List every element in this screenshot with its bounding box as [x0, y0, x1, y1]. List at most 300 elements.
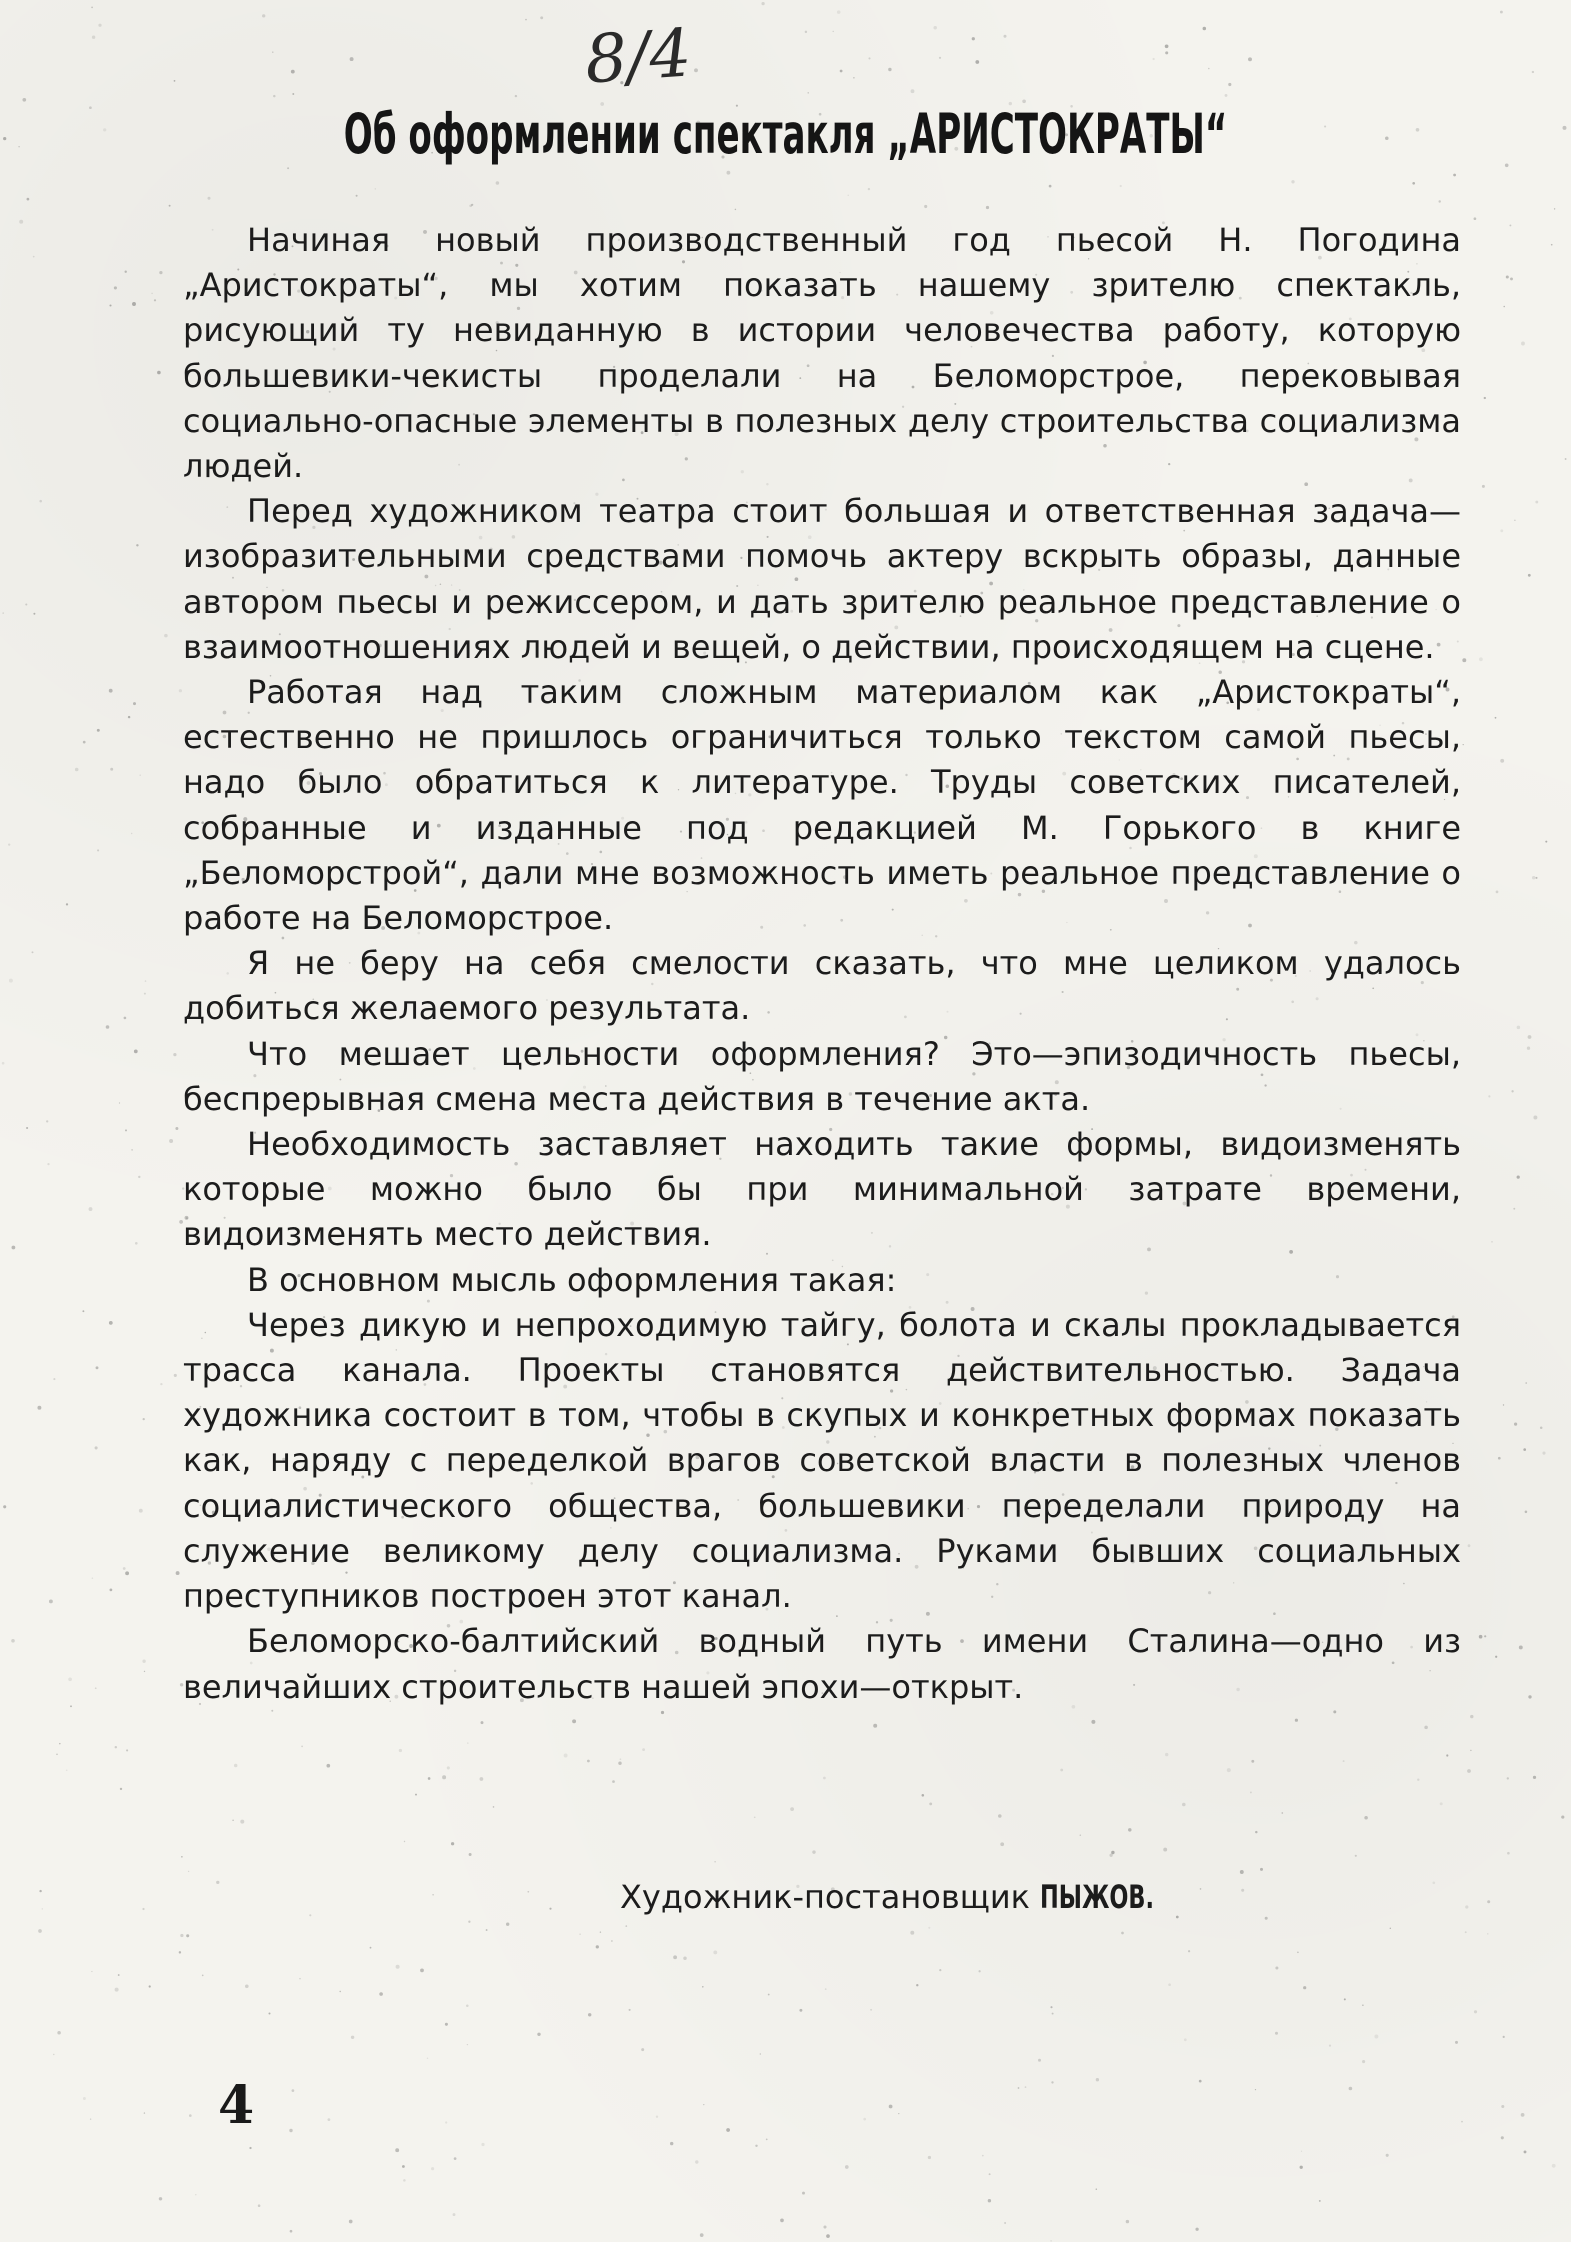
paper-speck — [2, 1062, 5, 1065]
paper-speck — [1038, 2059, 1041, 2062]
paper-speck — [1188, 1950, 1190, 1952]
paper-speck — [1519, 1645, 1523, 1649]
paper-speck — [431, 2167, 434, 2170]
paper-speck — [972, 37, 975, 40]
paper-speck — [271, 1710, 273, 1712]
paper-speck — [83, 741, 86, 744]
paper-speck — [356, 195, 358, 197]
paper-speck — [375, 188, 376, 189]
paper-speck — [179, 1951, 181, 1953]
paper-speck — [1260, 1868, 1263, 1871]
paper-speck — [1542, 1452, 1545, 1455]
paper-speck — [939, 57, 941, 59]
paper-speck — [428, 1777, 431, 1780]
paper-speck — [1362, 2004, 1363, 2005]
paper-speck — [888, 68, 891, 71]
paper-speck — [89, 106, 92, 109]
paper-speck — [447, 1766, 450, 1769]
paper-speck — [26, 1127, 28, 1129]
paper-speck — [292, 2089, 295, 2092]
paper-speck — [1525, 1511, 1528, 1514]
paper-speck — [760, 2053, 761, 2054]
paper-speck — [1275, 2032, 1278, 2035]
paper-speck — [1080, 1834, 1081, 1835]
paper-speck — [258, 2204, 261, 2207]
paper-speck — [572, 1719, 576, 1723]
paper-speck — [670, 2142, 673, 2145]
paper-speck — [1385, 136, 1389, 140]
paper-speck — [9, 979, 13, 983]
paper-speck — [1455, 2041, 1458, 2044]
paper-speck — [1462, 658, 1466, 662]
paper-speck — [1527, 1047, 1530, 1050]
paper-speck — [68, 1677, 72, 1681]
paper-speck — [656, 2116, 658, 2118]
paper-speck — [299, 1978, 301, 1980]
paper-speck — [1255, 1831, 1257, 1833]
paper-speck — [11, 1639, 15, 1643]
paper-speck — [1165, 1753, 1168, 1756]
paper-speck — [49, 1599, 53, 1603]
paper-speck — [600, 1931, 601, 1932]
paper-speck — [1517, 1026, 1521, 1030]
paper-speck — [916, 1984, 918, 1986]
paper-speck — [143, 1418, 145, 1420]
paper-speck — [1535, 877, 1537, 879]
paper-speck — [911, 89, 915, 93]
paper-speck — [59, 1743, 61, 1745]
paper-speck — [1533, 1116, 1537, 1120]
paper-speck — [1470, 1750, 1471, 1751]
paper-speck — [713, 1950, 717, 1954]
paper-speck — [481, 2143, 484, 2146]
paper-speck — [1521, 2113, 1525, 2117]
paper-speck — [1250, 1791, 1252, 1793]
paper-speck — [234, 1764, 238, 1768]
paper-speck — [138, 1176, 140, 1178]
paper-speck — [826, 2234, 830, 2238]
paper-speck — [496, 181, 500, 185]
paper-speck — [1487, 1933, 1488, 1934]
paper-speck — [1446, 1754, 1448, 1756]
paper-speck — [451, 1842, 454, 1845]
paper-speck — [159, 2197, 162, 2200]
paper-speck — [349, 2220, 353, 2224]
paper-speck — [1507, 1777, 1509, 1779]
paragraph-4: Я не беру на себя смелости сказать, что мне целиком удалось добиться желаемого результата. — [183, 944, 1461, 1028]
paper-speck — [1163, 1848, 1167, 1852]
paper-speck — [1362, 2060, 1365, 2063]
paper-speck — [1565, 458, 1567, 460]
paper-speck — [808, 92, 809, 93]
paper-speck — [135, 1242, 138, 1245]
paper-speck — [1255, 2089, 1256, 2090]
paper-speck — [164, 634, 168, 638]
paper-speck — [25, 603, 27, 605]
paper-speck — [114, 286, 117, 289]
paragraph-3: Работая над таким сложным материалом как „Аристократы“, естественно не пришлось ограничиться только текстом самой пьесы, надо было обратиться к литературе. Труды советских писателей, собранные и изданные под редакцией М. Горького в книге „Беломорстрой“, дали мне возможность иметь реальное представление о работе на Беломорстрое. — [183, 673, 1461, 938]
paper-speck — [83, 2097, 86, 2100]
paragraph-2: Перед художником театра стоит большая и ответственная задача—изобразительными средствами помочь актеру вскрыть образы, данные автором пьесы и режиссером, и дать зрителю реальное представление о взаимоотношениях людей и вещей, о действии, происходящем на сцене. — [183, 492, 1461, 666]
paper-speck — [179, 689, 182, 692]
paper-speck — [188, 1871, 189, 1872]
paper-speck — [1051, 2081, 1053, 2083]
paper-speck — [1528, 574, 1531, 577]
paper-speck — [1525, 1382, 1527, 1384]
paper-speck — [564, 1754, 568, 1758]
paper-speck — [998, 1814, 1002, 1818]
paper-speck — [837, 10, 841, 14]
paper-speck — [1152, 58, 1154, 60]
paper-speck — [1514, 520, 1515, 521]
paper-speck — [1523, 1448, 1526, 1451]
paper-speck — [39, 500, 42, 503]
paper-speck — [1487, 1900, 1490, 1903]
paper-speck — [588, 2013, 591, 2016]
paper-speck — [702, 1986, 704, 1988]
paper-speck — [142, 1660, 145, 1663]
paper-speck — [1482, 485, 1485, 488]
paper-speck — [131, 1149, 133, 1151]
paper-speck — [1319, 2200, 1321, 2202]
paper-speck — [1329, 2045, 1331, 2047]
paper-speck — [873, 1724, 877, 1728]
paper-speck — [848, 195, 849, 196]
paper-speck — [629, 2009, 631, 2011]
paper-speck — [469, 1853, 472, 1856]
paper-speck — [481, 1721, 484, 1724]
paper-speck — [1563, 126, 1567, 130]
paper-speck — [46, 1120, 48, 1122]
signature-name: ПЫЖОВ. — [1040, 1878, 1155, 1916]
paper-speck — [157, 371, 161, 375]
paper-speck — [1501, 2105, 1504, 2108]
paper-speck — [1199, 2080, 1202, 2083]
paper-speck — [42, 1908, 43, 1909]
paper-speck — [1025, 2086, 1027, 2088]
paper-speck — [3, 137, 6, 140]
paper-speck — [144, 2112, 145, 2113]
paper-speck — [673, 1955, 677, 1959]
paper-speck — [149, 1985, 151, 1987]
paper-speck — [812, 1850, 815, 1853]
paper-speck — [379, 1992, 383, 1996]
paper-speck — [1364, 1816, 1368, 1820]
paper-speck — [1128, 1828, 1131, 1831]
paper-speck — [19, 220, 23, 224]
paper-speck — [1111, 1851, 1114, 1854]
paper-speck — [922, 1794, 925, 1797]
paper-speck — [1386, 2154, 1389, 2157]
paper-speck — [695, 2160, 698, 2163]
page-number: 4 — [218, 2075, 255, 2136]
paper-speck — [1453, 174, 1456, 177]
paper-speck — [133, 702, 136, 705]
paper-speck — [549, 1908, 551, 1910]
paper-speck — [1528, 1695, 1531, 1698]
paper-speck — [1275, 1966, 1278, 1969]
paper-speck — [126, 1749, 128, 1751]
paper-speck — [1248, 57, 1252, 61]
paper-speck — [1225, 94, 1228, 97]
paper-speck — [1500, 11, 1503, 14]
paper-speck — [840, 70, 843, 73]
paper-speck — [978, 1970, 980, 1972]
paper-speck — [290, 2230, 293, 2233]
paper-speck — [89, 1207, 93, 1211]
paper-speck — [618, 1761, 621, 1764]
paper-speck — [735, 209, 737, 211]
paper-speck — [139, 1509, 143, 1513]
paper-speck — [1208, 68, 1210, 70]
paper-speck — [95, 1687, 97, 1689]
paper-speck — [1484, 397, 1486, 399]
paragraph-1: Начиная новый производственный год пьесой Н. Погодина „Аристократы“, мы хотим показать нашему зрителю спектакль, рисующий ту невиданную в истории человечества работу, которую большевики-чекисты проделали на Беломорстрое, перековывая социально-опасные элементы в полезных делу строительства социализма людей. — [183, 221, 1461, 486]
paper-speck — [1496, 891, 1499, 894]
paper-speck — [53, 2054, 54, 2055]
paper-speck — [845, 2165, 849, 2169]
paper-speck — [125, 1129, 127, 1131]
paper-speck — [1344, 1998, 1346, 2000]
paper-speck — [1240, 1870, 1244, 1874]
paper-speck — [339, 1991, 340, 1992]
paper-speck — [1049, 185, 1052, 188]
paper-speck — [139, 774, 140, 775]
paper-speck — [1126, 2220, 1129, 2223]
paper-speck — [110, 1589, 113, 1592]
signature-role: Художник-постановщик — [620, 1878, 1030, 1916]
paper-speck — [186, 1934, 189, 1937]
paper-speck — [1479, 1635, 1483, 1639]
paper-speck — [540, 16, 543, 19]
paper-speck — [1463, 744, 1464, 745]
paper-speck — [726, 2128, 730, 2132]
paper-speck — [57, 2031, 61, 2035]
paper-speck — [144, 1671, 145, 1672]
paragraph-8: Через дикую и непроходимую тайгу, болота и скалы прокладывается трасса канала. Проекты становятся действительностью. Задача художника состоит в том, чтобы в скупых и конкретных формах показать как, наряду с переделкой врагов советской власти в полезных членов социалистического общества, большевики переделали природу на служение великому делу социализма. Руками бывших социальных преступников построен этот канал. — [183, 1305, 1461, 1616]
paper-speck — [240, 1820, 244, 1824]
paper-speck — [1532, 876, 1535, 879]
paper-speck — [1343, 1760, 1345, 1762]
paper-speck — [32, 951, 34, 953]
paper-speck — [1301, 2151, 1302, 2152]
paper-speck — [1521, 342, 1525, 346]
paper-speck — [1121, 1932, 1124, 1935]
handwritten-page-mark: 8/4 — [582, 14, 694, 99]
paper-speck — [1195, 2228, 1198, 2231]
paper-speck — [1506, 275, 1509, 278]
paper-speck — [1467, 1769, 1471, 1773]
paper-speck — [160, 1383, 162, 1385]
paper-speck — [38, 1929, 42, 1933]
paper-speck — [22, 98, 26, 102]
paper-speck — [825, 1988, 827, 1990]
paper-speck — [1374, 2035, 1378, 2039]
paper-speck — [1184, 2038, 1187, 2041]
paper-speck — [70, 1705, 72, 1707]
paper-speck — [468, 1921, 470, 1923]
paper-speck — [90, 2118, 91, 2119]
paper-speck — [466, 2005, 469, 2008]
paper-speck — [1300, 2166, 1303, 2169]
paper-speck — [986, 206, 989, 209]
paper-speck — [768, 1994, 770, 1996]
paper-speck — [1168, 1983, 1171, 1986]
paper-speck — [1438, 200, 1440, 202]
paper-speck — [92, 1577, 94, 1579]
paper-speck — [1461, 2121, 1463, 2123]
paper-speck — [1052, 2013, 1054, 2015]
paper-speck — [1333, 1710, 1336, 1713]
paper-speck — [181, 1856, 183, 1858]
paper-speck — [8, 843, 10, 845]
paper-speck — [301, 1746, 303, 1748]
paper-speck — [766, 2139, 768, 2141]
paper-speck — [2, 612, 4, 614]
paper-speck — [493, 1806, 495, 1808]
paper-speck — [262, 14, 265, 17]
paper-speck — [97, 729, 100, 732]
paper-speck — [1109, 1854, 1112, 1857]
paper-speck — [612, 1780, 615, 1783]
paper-speck — [109, 1321, 113, 1325]
paper-speck — [1000, 1842, 1004, 1846]
paper-speck — [142, 1908, 144, 1910]
paper-speck — [700, 2233, 704, 2237]
paper-speck — [506, 1923, 509, 1926]
paper-speck — [1176, 1916, 1179, 1919]
paper-speck — [868, 188, 870, 190]
paper-speck — [1465, 1905, 1468, 1908]
paper-speck — [1503, 1404, 1504, 1405]
paper-speck — [1484, 1635, 1486, 1637]
paper-speck — [95, 1446, 98, 1449]
paper-speck — [1505, 163, 1509, 167]
paper-speck — [208, 197, 211, 200]
paper-speck — [115, 1988, 119, 1992]
paper-speck — [694, 68, 698, 72]
paper-speck — [802, 2192, 805, 2195]
paper-speck — [232, 1819, 234, 1821]
paper-speck — [1295, 1719, 1298, 1722]
paper-speck — [103, 128, 106, 131]
paper-speck — [427, 2058, 429, 2060]
paper-speck — [216, 1881, 219, 1884]
paper-speck — [154, 299, 156, 301]
paper-speck — [587, 1760, 590, 1763]
paper-speck — [1510, 277, 1513, 280]
paper-speck — [928, 2156, 931, 2159]
paper-speck — [480, 1777, 484, 1781]
paper-speck — [125, 271, 127, 273]
paper-speck — [1165, 51, 1168, 54]
paper-speck — [249, 2147, 251, 2149]
paper-speck — [1561, 1816, 1564, 1819]
paper-speck — [144, 993, 146, 995]
paper-speck — [642, 1748, 645, 1751]
paper-speck — [933, 26, 936, 29]
paper-speck — [415, 1794, 417, 1796]
paper-speck — [1474, 217, 1477, 220]
paper-speck — [1281, 1812, 1283, 1814]
paper-speck — [120, 1788, 122, 1790]
paper-speck — [445, 2023, 448, 2026]
paper-speck — [404, 1841, 405, 1842]
paper-speck — [66, 1770, 68, 1772]
paper-speck — [92, 36, 95, 39]
paper-speck — [245, 1985, 249, 1989]
paper-speck — [1500, 529, 1503, 532]
paper-speck — [350, 57, 354, 61]
paper-speck — [75, 768, 79, 772]
paper-speck — [703, 2104, 704, 2105]
paper-speck — [467, 2044, 468, 2045]
paper-speck — [174, 1374, 177, 1377]
paper-speck — [1474, 2010, 1477, 2013]
paper-speck — [309, 1914, 311, 1916]
paper-speck — [853, 77, 855, 79]
paper-speck — [1501, 2136, 1504, 2139]
paper-speck — [1120, 185, 1122, 187]
paper-speck — [1004, 2222, 1006, 2224]
paper-speck — [454, 2157, 457, 2160]
paper-speck — [1003, 35, 1006, 38]
paper-speck — [169, 205, 171, 207]
paper-speck — [1018, 2087, 1020, 2089]
paper-speck — [136, 544, 138, 546]
paper-speck — [189, 2114, 192, 2117]
paper-speck — [115, 1746, 117, 1748]
paper-speck — [1297, 1951, 1299, 1953]
paper-speck — [982, 2155, 984, 2157]
paper-speck — [1498, 1457, 1501, 1460]
paper-speck — [469, 204, 472, 207]
paper-speck — [467, 1742, 469, 1744]
paper-speck — [180, 1934, 183, 1937]
paper-speck — [109, 689, 113, 693]
paper-speck — [1491, 1241, 1492, 1242]
paper-speck — [27, 198, 30, 201]
paper-speck — [754, 1816, 756, 1818]
paper-speck — [928, 1927, 930, 1929]
paper-speck — [714, 1861, 715, 1862]
paper-speck — [47, 1163, 49, 1165]
paper-speck — [1551, 244, 1553, 246]
paper-speck — [761, 2, 764, 5]
paper-speck — [402, 2165, 405, 2168]
paper-speck — [1228, 83, 1231, 86]
paper-speck — [515, 95, 517, 97]
paper-speck — [445, 2121, 447, 2123]
paper-speck — [1535, 501, 1538, 504]
paper-speck — [823, 1777, 826, 1780]
paper-speck — [119, 1102, 120, 1103]
author-signature — [620, 1878, 1203, 1916]
paper-speck — [1554, 208, 1555, 209]
paper-speck — [1182, 1803, 1186, 1807]
paper-speck — [169, 1139, 173, 1143]
paper-speck — [175, 1127, 178, 1130]
paper-speck — [110, 768, 113, 771]
paper-speck — [755, 2145, 757, 2147]
paper-speck — [128, 716, 130, 718]
paper-speck — [420, 1969, 424, 1973]
paper-speck — [403, 2179, 406, 2182]
paper-speck — [988, 2199, 991, 2202]
paper-speck — [12, 1246, 16, 1250]
paper-speck — [620, 1758, 622, 1760]
paper-speck — [910, 1931, 914, 1935]
